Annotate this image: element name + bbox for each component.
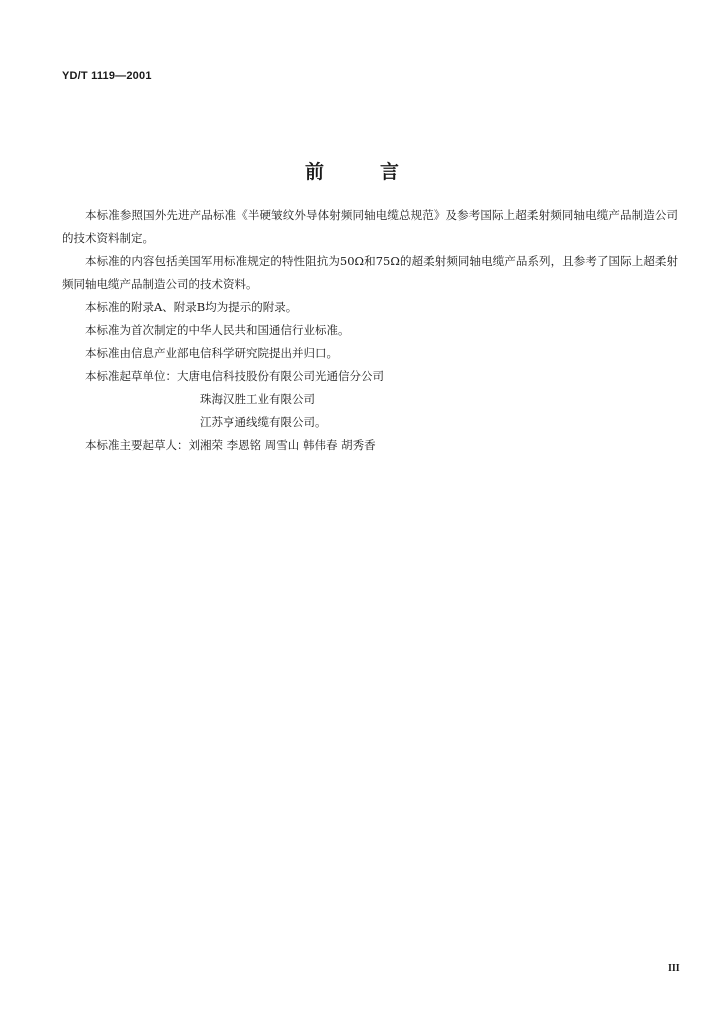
page-number: III: [668, 963, 680, 974]
paragraph-drafters: 本标准主要起草人：刘湘荣 李恩铭 周雪山 韩伟春 胡秀香: [85, 438, 376, 452]
paragraph-proposer: 本标准由信息产业部电信科学研究院提出并归口。: [85, 346, 338, 360]
paragraph-drafting-unit: 本标准起草单位：大唐电信科技股份有限公司光通信分公司: [85, 369, 384, 383]
page-title: [0, 157, 704, 184]
drafting-unit-2: 珠海汉胜工业有限公司: [200, 392, 315, 406]
standard-code: YD/T 1119—2001: [62, 70, 152, 82]
title-part-2: 言: [380, 161, 400, 183]
paragraph-content: 本标准的内容包括美国军用标准规定的特性阻抗为50Ω和75Ω的超柔射频同轴电缆产品系列，且参考了国际上超柔射频同轴电缆产品制造公司的技术资料。: [62, 254, 678, 291]
foreword-body: [62, 204, 678, 457]
paragraph-appendix: 本标准的附录A、附录B均为提示的附录。: [85, 300, 298, 314]
drafting-unit-3: 江苏亨通线缆有限公司。: [200, 415, 327, 429]
paragraph-reference: 本标准参照国外先进产品标准《半硬皱纹外导体射频同轴电缆总规范》及参考国际上超柔射频同轴电缆产品制造公司的技术资料制定。: [62, 208, 678, 245]
paragraph-first-edition: 本标准为首次制定的中华人民共和国通信行业标准。: [85, 323, 350, 337]
title-part-1: 前: [304, 161, 324, 183]
